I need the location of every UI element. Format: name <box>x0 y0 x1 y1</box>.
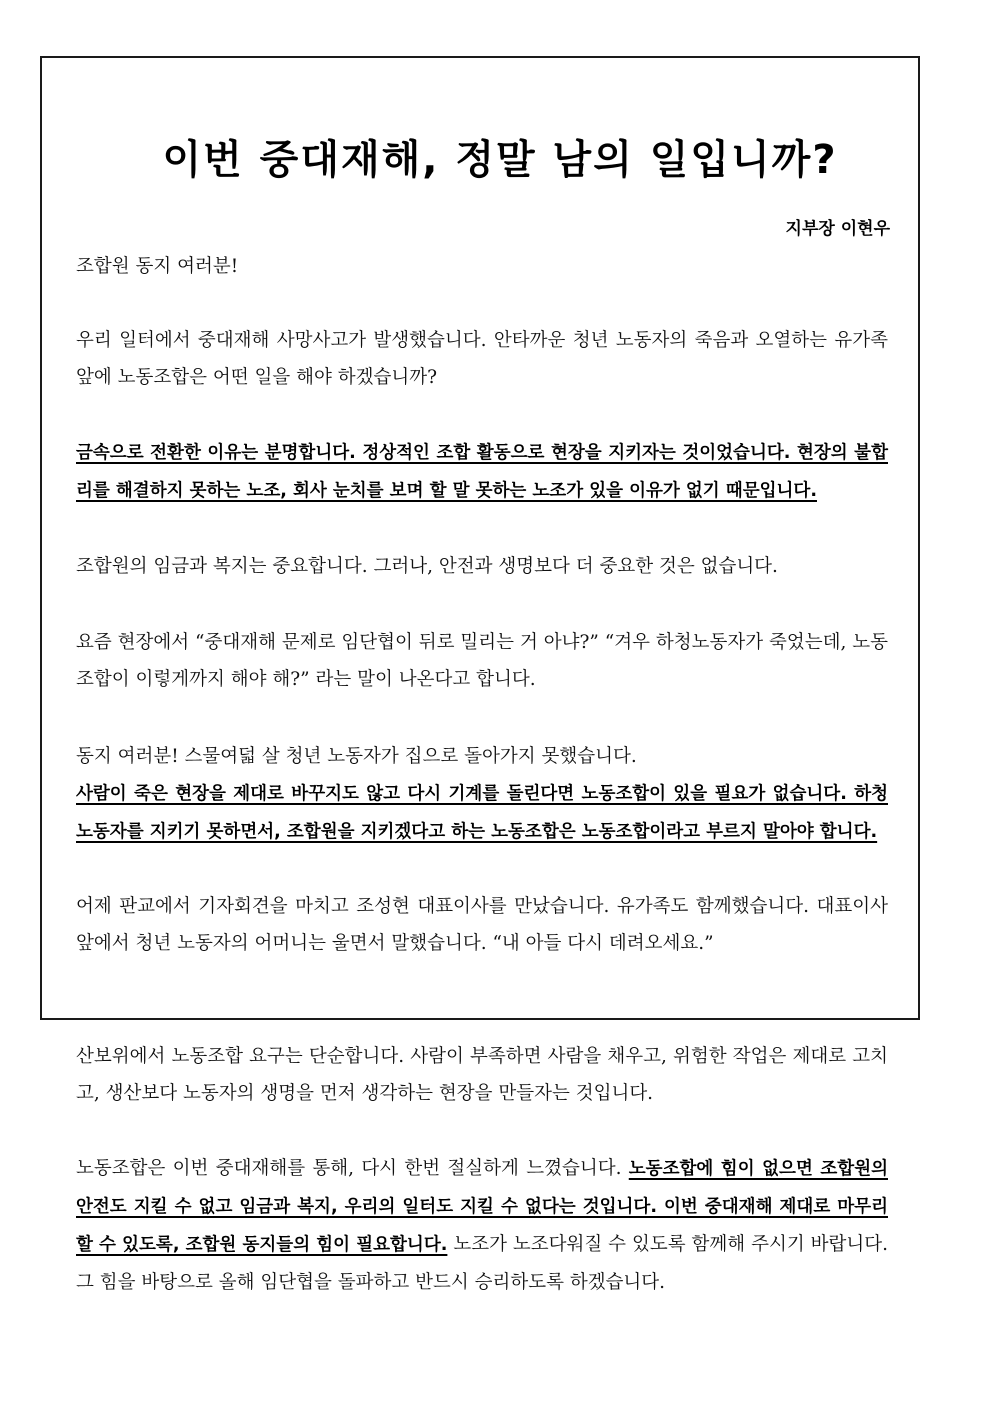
page-title: 이번 중대재해, 정말 남의 일입니까? <box>162 137 838 183</box>
page-border <box>40 56 920 1020</box>
paragraph-rumors: 요즘 현장에서 “중대재해 문제로 임단협이 뒤로 밀리는 거 아냐?” “겨우 하청노동자가 죽었는데, 노동조합이 이렇게까지 해야 해?” 라는 말이 나온다고 합니다. <box>76 632 888 690</box>
plain-text: 노조가 노조다워질 수 있도록 함께해 주시기 바랍니다. 그 힘을 바탕으로 올해 임단협을 돌파하고 반드시 승리하도록 하겠습니다. <box>76 1234 888 1293</box>
author-byline: 지부장 이현우 <box>785 219 890 239</box>
underlined-text: 금속으로 전환한 이유는 분명합니다. 정상적인 조합 활동으로 현장을 지키자는 것이었습니다. 현장의 불합리를 해결하지 못하는 노조, 회사 눈치를 보며 할 말 못하는 노조가 있을 이유가 없기 때문입니다. <box>76 443 888 501</box>
paragraph-conclusion <box>76 1150 888 1301</box>
paragraph-demands: 산보위에서 노동조합 요구는 단순합니다. 사람이 부족하면 사람을 채우고, 위험한 작업은 제대로 고치고, 생산보다 노동자의 생명을 먼저 생각하는 현장을 만들자는 것입니다. <box>76 1046 888 1104</box>
paragraph-emphasis-metal <box>76 434 888 510</box>
paragraph-greeting: 조합원 동지 여러분! <box>76 256 239 277</box>
underlined-text: 사람이 죽은 현장을 제대로 바꾸지도 않고 다시 기계를 돌린다면 노동조합이 있을 필요가 없습니다. 하청노동자를 지키기 못하면서, 조합원을 지키겠다고 하는 노동조합은 노동조합이라고 부르지 말아야 합니다. <box>76 784 888 842</box>
plain-text: 노동조합은 이번 중대재해를 통해, 다시 한번 절실하게 느꼈습니다. <box>76 1158 629 1179</box>
paragraph-meeting: 어제 판교에서 기자회견을 마치고 조성현 대표이사를 만났습니다. 유가족도 함께했습니다. 대표이사 앞에서 청년 노동자의 어머니는 울면서 말했습니다. “내 아들 다시 데려오세요.” <box>76 896 888 954</box>
paragraph-incident: 우리 일터에서 중대재해 사망사고가 발생했습니다. 안타까운 청년 노동자의 죽음과 오열하는 유가족 앞에 노동조합은 어떤 일을 해야 하겠습니까? <box>76 330 888 388</box>
plain-text: 동지 여러분! 스물여덟 살 청년 노동자가 집으로 돌아가지 못했습니다. <box>76 746 637 767</box>
underlined-text: 노동조합에 힘이 없으면 조합원의 안전도 지킬 수 없고 임금과 복지, 우리의 일터도 지킬 수 없다는 것입니다. 이번 중대재해 제대로 마무리할 수 있도록, 조합원 동지들의 힘이 필요합니다. <box>76 1159 888 1255</box>
paragraph-call <box>76 738 888 851</box>
paragraph-wages: 조합원의 임금과 복지는 중요합니다. 그러나, 안전과 생명보다 더 중요한 것은 없습니다. <box>76 556 778 577</box>
